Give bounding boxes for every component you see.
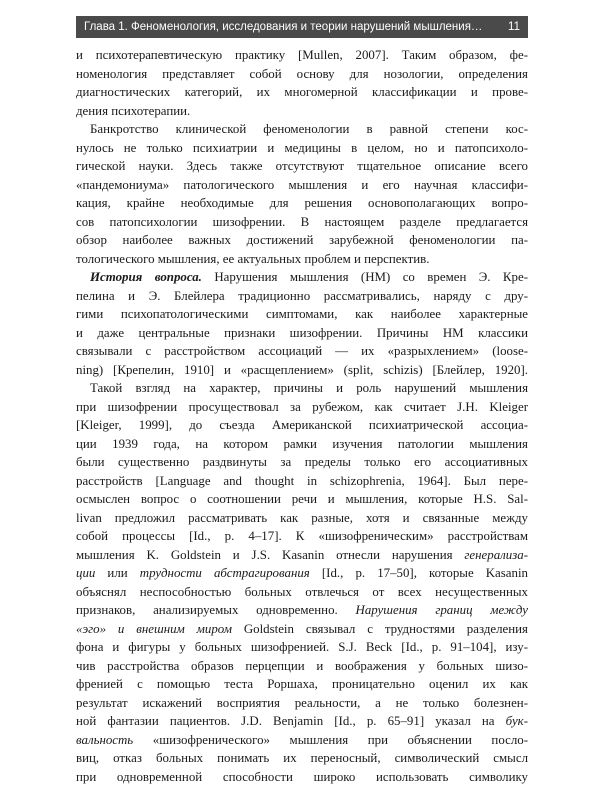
text-line bbox=[76, 287, 528, 306]
text-line bbox=[76, 194, 528, 213]
text-line bbox=[76, 46, 528, 65]
chapter-title: Глава 1. Феноменология, исследования и теории нарушений мышления… bbox=[84, 16, 482, 38]
text-line bbox=[76, 102, 528, 121]
text-span: вальность bbox=[76, 733, 133, 747]
text-span: Goldstein связывал с трудностями разделения bbox=[232, 622, 528, 636]
text-line bbox=[76, 453, 528, 472]
text-line bbox=[76, 564, 528, 583]
page-number: 11 bbox=[508, 16, 520, 38]
text-span: Нарушения мышления (НМ) со времен Э. Кре- bbox=[202, 270, 528, 284]
text-line bbox=[76, 527, 528, 546]
text-line bbox=[76, 712, 528, 731]
text-span: при шизофрении просуществовал за рубежом, как считает J.H. Kleiger bbox=[76, 400, 528, 414]
text-span: ции bbox=[76, 566, 95, 580]
text-line bbox=[76, 638, 528, 657]
text-span: сов патопсихологии шизофрении. В настоящем разделе предлагается bbox=[76, 215, 528, 229]
text-span: ning) [Крепелин, 1910] и «расщеплением» (split, schizis) [Блейлер, 1920]. bbox=[76, 363, 528, 377]
text-span: пелина и Э. Блейлера традиционно рассматривались, наряду с дру- bbox=[76, 289, 528, 303]
text-line bbox=[76, 601, 528, 620]
text-line bbox=[76, 398, 528, 417]
text-span: объяснял неспособностью больных отвлечься от всех несущественных bbox=[76, 585, 528, 599]
text-span: или bbox=[95, 566, 139, 580]
text-span: генерализа- bbox=[464, 548, 528, 562]
body-text bbox=[76, 46, 528, 786]
text-span: ции 1939 года, на котором рамки изучения патологии мышления bbox=[76, 437, 528, 451]
text-span: Нарушения границ между bbox=[356, 603, 528, 617]
text-line bbox=[76, 583, 528, 602]
text-span: собой процессы [Id., p. 4–17]. К «шизофреническим» расстройствам bbox=[76, 529, 528, 543]
text-span: трудности абстрагирования bbox=[140, 566, 310, 580]
text-line bbox=[76, 546, 528, 565]
text-line bbox=[76, 379, 528, 398]
text-line bbox=[76, 65, 528, 84]
text-line bbox=[76, 694, 528, 713]
text-span: [Kleiger, 1999], до съезда Американской психиатрической ассоциа- bbox=[76, 418, 528, 432]
text-line bbox=[76, 731, 528, 750]
text-span: гими психопатологическими симптомами, как наиболее характерные bbox=[76, 307, 528, 321]
text-span: при одновременной способности широко использовать символику bbox=[76, 770, 528, 784]
text-line bbox=[76, 416, 528, 435]
text-span: [Id., p. 17–50], которые Kasanin bbox=[310, 566, 528, 580]
text-span: ной фантазии пациентов. J.D. Benjamin [Id., p. 65–91] указал на bbox=[76, 714, 506, 728]
text-span: «шизофренического» мышления при объяснении посло- bbox=[133, 733, 528, 747]
text-span: «пандемониума» патологического мышления и его научная классифи- bbox=[76, 178, 528, 192]
text-span: дения психотерапии. bbox=[76, 104, 190, 118]
text-line bbox=[76, 620, 528, 639]
text-span: фона и фигуры у больных шизофренией. S.J. Beck [Id., p. 91–104], изу- bbox=[76, 640, 528, 654]
text-line bbox=[76, 305, 528, 324]
text-span: френией с помощью теста Роршаха, проницательно оценил их как bbox=[76, 677, 528, 691]
text-line bbox=[76, 342, 528, 361]
text-span: livan предложил рассматривать как разные, хотя и связанные между bbox=[76, 511, 528, 525]
text-span: расстройств [Language and thought in schizophrenia, 1964]. Был пере- bbox=[76, 474, 528, 488]
text-line bbox=[76, 250, 528, 269]
text-span: и психотерапевтическую практику [Mullen, 2007]. Таким образом, фе- bbox=[76, 48, 528, 62]
text-span: и даже центральные признаки шизофрении. Причины НМ классики bbox=[76, 326, 528, 340]
text-line bbox=[76, 361, 528, 380]
text-span: гической науки. Здесь также отсутствуют тщательное описание всего bbox=[76, 159, 528, 173]
text-line bbox=[76, 213, 528, 232]
text-span: обзор наиболее важных достижений зарубежной феноменологии па- bbox=[76, 233, 528, 247]
text-line bbox=[76, 157, 528, 176]
text-span: осмыслен вопрос о соотношении речи и мышления, которые H.S. Sal- bbox=[76, 492, 528, 506]
text-line bbox=[76, 268, 528, 287]
text-span: чив расстройства образов перцепции и воображения у больных шизо- bbox=[76, 659, 528, 673]
text-line bbox=[76, 324, 528, 343]
text-span: мышления K. Goldstein и J.S. Kasanin отнесли нарушения bbox=[76, 548, 464, 562]
text-line bbox=[76, 120, 528, 139]
text-line bbox=[76, 83, 528, 102]
text-span: номенология представляет собой основу для нозологии, определения bbox=[76, 67, 528, 81]
text-line bbox=[76, 176, 528, 195]
text-span: бук- bbox=[506, 714, 528, 728]
text-line bbox=[76, 509, 528, 528]
text-span: кация, крайне необходимые для решения основополагающих вопро- bbox=[76, 196, 528, 210]
text-span: признаков, анализируемых одновременно. bbox=[76, 603, 356, 617]
text-span: Банкротство клинической феноменологии в равной степени кос- bbox=[90, 122, 528, 136]
text-line bbox=[76, 231, 528, 250]
text-span: были существенно раздвинуты за пределы только его ассоциативных bbox=[76, 455, 528, 469]
text-span: Такой взгляд на характер, причины и роль нарушений мышления bbox=[90, 381, 528, 395]
text-span: связывали с расстройством ассоциаций — их «разрыхлением» (loose- bbox=[76, 344, 528, 358]
text-span: тологического мышления, ее актуальных проблем и перспектив. bbox=[76, 252, 429, 266]
text-line bbox=[76, 768, 528, 786]
text-line bbox=[76, 139, 528, 158]
text-line bbox=[76, 472, 528, 491]
text-line bbox=[76, 657, 528, 676]
text-span: «эго» и внешним миром bbox=[76, 622, 232, 636]
text-line bbox=[76, 749, 528, 768]
text-span: нулось не только психиатрии и медицины в целом, но и патопсихоло- bbox=[76, 141, 528, 155]
text-span: виц, отказ больных понимать их переносный, символический смысл bbox=[76, 751, 528, 765]
text-line bbox=[76, 435, 528, 454]
text-line bbox=[76, 490, 528, 509]
running-header bbox=[76, 16, 528, 38]
text-span: результат искажений восприятия реальности, а не только болезнен- bbox=[76, 696, 528, 710]
text-span: диагностических категорий, их многомерной классификации и прове- bbox=[76, 85, 528, 99]
section-lead: История вопроса. bbox=[90, 270, 202, 284]
text-line bbox=[76, 675, 528, 694]
